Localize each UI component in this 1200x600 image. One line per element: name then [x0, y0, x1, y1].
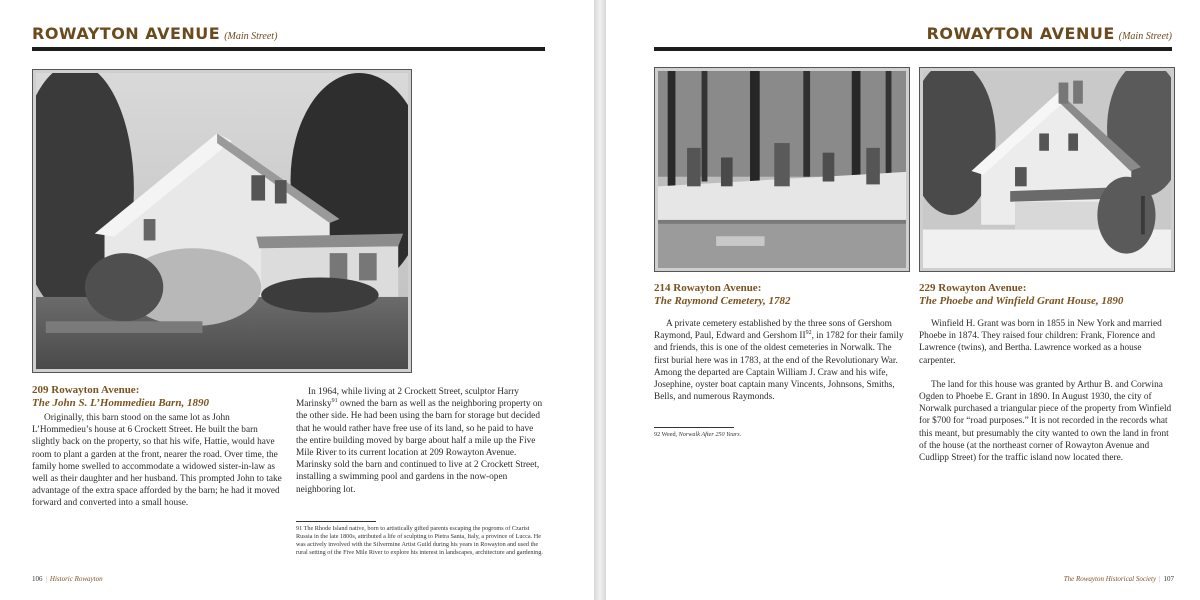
right-page [606, 0, 1200, 600]
barn-caption [32, 384, 292, 410]
footnote: 91 The Rhode Island native, born to artistically gifted parents escaping the pogroms of Czarist Russia in the late 1800s, attributed a life of sculpting to Pietra Santa, Italy, a province of Lucca. He was actively involved with the Silvermine Artist Guild during his years in Rowayton and used the rural setting of the Five Mile River to explore his interest in landscapes, architecture and gardening. [296, 525, 543, 556]
grant-house-photo [919, 67, 1175, 272]
cemetery-caption [654, 282, 910, 308]
cemetery-photo [654, 67, 910, 272]
caption-address: 229 Rowayton Avenue: [919, 282, 1027, 294]
caption-name: The Phoebe and Winfield Grant House, 1890 [919, 295, 1124, 307]
footnote-ref: 92 [805, 330, 812, 337]
running-head-right [927, 24, 1172, 44]
header-rule [654, 47, 1172, 51]
paragraph: Winfield H. Grant was born in 1855 in New York and married Phoebe in 1874. They raised four children: Frank, Florence and Lawrence (twins), and Bertha. Lawrence worked as a house carpenter. [919, 319, 1162, 366]
caption-address: 214 Rowayton Avenue: [654, 282, 762, 294]
cemetery-text [654, 318, 908, 403]
page-number: 107 [1163, 575, 1174, 583]
paragraph: In 1964, while living at 2 Crockett Street, sculptor Harry Marinsky$^{91}$ owned the barn as well as the neighboring property on the other side. He had been using the barn for storage but decided that he would rather have free use of its land, so he paid to have the entire building moved by barge about half a mile up the Five Mile River to its current location at 209 Rowayton Avenue. Marinsky sold the barn and continued to live at 2 Crockett Street, installing a swimming pool and gardens in the now-open neighboring lot. [296, 387, 543, 495]
folio-right: The Rowayton Historical Society | 107 [1063, 575, 1174, 583]
book-gutter [594, 0, 606, 600]
footnote: 92 Weed, Norwalk After 250 Years. [654, 431, 742, 438]
paragraph: Originally, this barn stood on the same lot as John L’Hommedieu’s house at 6 Crockett Street. He built the barn slightly back on the property, so that his wife, Hattie, would have room to plant a garden at the front, nearer the road. Over time, the family home swelled to accommodate a widowed sister-in-law as well as their daughter and her husband. This prompted John to take advantage of the extra space afforded by the barn; he had it moved forward and converted into a small house. [32, 413, 282, 509]
folio-left: 106 | Historic Rowayton [32, 575, 103, 583]
footnote-rule [296, 521, 376, 522]
book-title: Historic Rowayton [49, 575, 103, 583]
running-head-subtitle: (Main Street) [1118, 31, 1172, 42]
right-column-text [296, 386, 546, 496]
running-head-title: ROWAYTON AVENUE [32, 24, 221, 43]
left-column-text [32, 412, 286, 510]
grant-house-text [919, 318, 1175, 464]
running-head-title: ROWAYTON AVENUE [926, 24, 1115, 43]
footnote-rule [654, 427, 734, 428]
grant-house-caption [919, 282, 1175, 308]
header-rule [32, 47, 545, 51]
paragraph: The land for this house was granted by Arthur B. and Corwina Ogden to Phoebe E. Grant in 1890. In August 1930, the city of Norwalk purchased a triangular piece of the property from Winfield for $700 for “road purposes.” It is not recorded in the records what this meant, but presumably the city wanted to own the land in front of the house (at the northeast corner of Rowayton Avenue and Cudlipp Street) for the traffic island now located there. [919, 379, 1172, 464]
caption-name: The John S. L’Hommedieu Barn, 1890 [32, 397, 209, 409]
caption-address: 209 Rowayton Avenue: [32, 384, 140, 396]
left-page [0, 0, 594, 600]
society-name: The Rowayton Historical Society [1063, 575, 1157, 583]
footnote-ref: 91 [331, 398, 338, 405]
page-number: 106 [32, 575, 43, 583]
caption-name: The Raymond Cemetery, 1782 [654, 295, 791, 307]
running-head-subtitle: (Main Street) [224, 31, 278, 42]
paragraph: A private cemetery established by the three sons of Gershom Raymond, Paul, Edward and Gershom II$^{92}$, in 1782 for their family and friends, this is one of the oldest cemeteries in Norwalk. The first burial here was in 1783, at the end of the Revolutionary War. Among the departed are Captain William J. Craw and his wife, Josephine, oyster boat captain many Vincents, Johnsons, Smiths, Bells, and numerous Raymonds. [654, 319, 904, 403]
running-head-left [32, 24, 277, 44]
barn-photo [32, 69, 412, 373]
